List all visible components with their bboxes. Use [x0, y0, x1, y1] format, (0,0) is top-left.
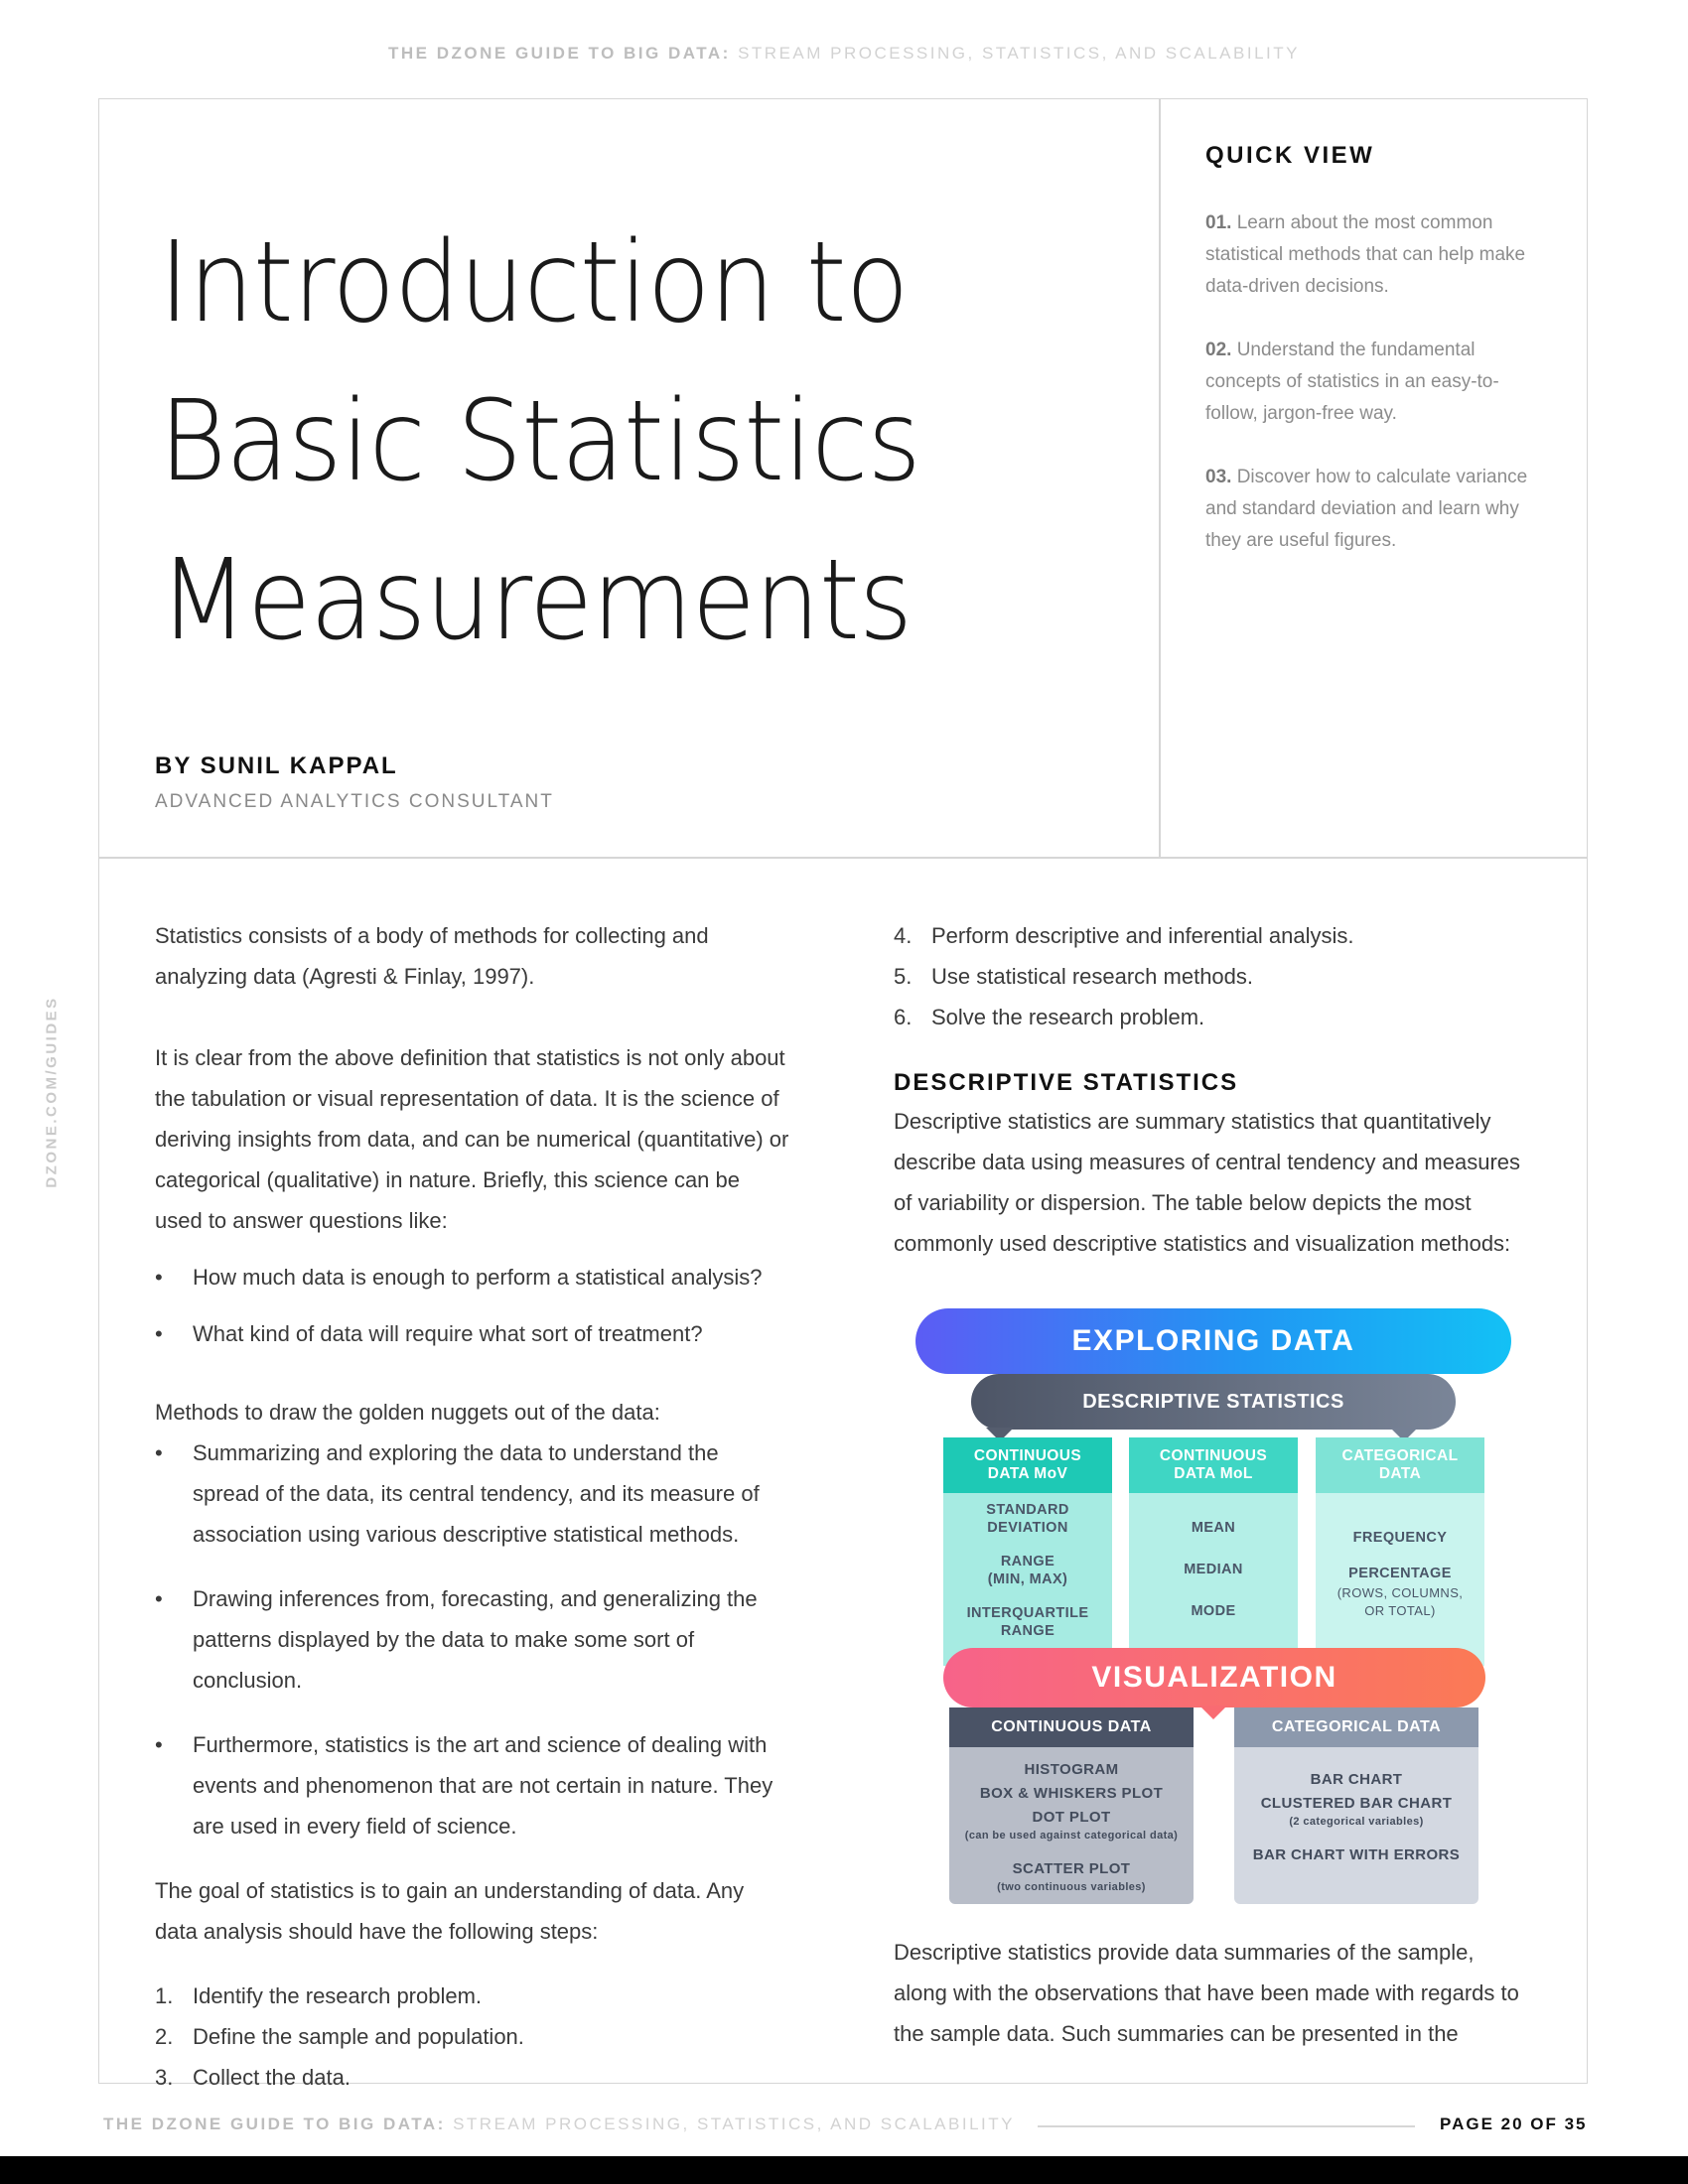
- viz-item: BAR CHART: [1310, 1771, 1403, 1788]
- title-line-1: Introduction to: [159, 218, 909, 347]
- list-item: [894, 997, 1529, 1037]
- quick-view-text: Learn about the most common statistical methods that can help make data-driven decisions.: [1205, 212, 1526, 297]
- step-number: 1.: [155, 1983, 174, 2008]
- methods-intro: Methods to draw the golden nuggets out of the data:: [155, 1400, 660, 1425]
- stat-item: OR TOTAL): [1364, 1603, 1436, 1618]
- step-text: Define the sample and population.: [193, 2024, 524, 2049]
- stat-item: (ROWS, COLUMNS,: [1336, 1585, 1464, 1600]
- column-header: CATEGORICAL DATA: [1234, 1707, 1478, 1747]
- quick-view-text: Understand the fundamental concepts of statistics in an easy-to-follow, jargon-free way.: [1205, 340, 1499, 424]
- stat-item: RANGE: [1000, 1554, 1055, 1570]
- horizontal-divider: [98, 857, 1588, 859]
- title-line-2: Basic Statistics: [159, 377, 920, 506]
- banner-pointer: [1199, 1706, 1227, 1719]
- quick-view-number: 02.: [1205, 340, 1232, 360]
- header-guide-title: THE DZONE GUIDE TO BIG DATA:: [388, 44, 731, 63]
- viz-item: HISTOGRAM: [1024, 1761, 1119, 1778]
- column-header-line: CONTINUOUS: [1159, 1447, 1268, 1464]
- continuous-mol-column: [1129, 1437, 1298, 1666]
- article-title: [159, 204, 1053, 680]
- side-url: DZONE.COM/GUIDES: [43, 996, 61, 1188]
- continuous-viz-column: [949, 1707, 1194, 1904]
- list-item: • Summarizing and exploring the data to understand the spread of the data, its central tendency, and its measure of association using various descriptive statistical methods.: [155, 1433, 790, 1555]
- list-item: [894, 956, 1529, 997]
- quick-view-item: [1205, 462, 1548, 557]
- list-item: • Drawing inferences from, forecasting, and generalizing the patterns displayed by the data to make some sort of conclusion.: [155, 1578, 790, 1701]
- page-number: PAGE 20 OF 35: [1440, 2115, 1588, 2133]
- vertical-divider: [1159, 98, 1161, 858]
- column-header-line: CATEGORICAL: [1341, 1447, 1459, 1464]
- column-header-line: DATA: [1378, 1465, 1422, 1482]
- footer-rule: [1038, 2125, 1415, 2127]
- stat-item: STANDARD: [986, 1502, 1069, 1518]
- list-item: [155, 1976, 790, 2016]
- author-role: ADVANCED ANALYTICS CONSULTANT: [155, 791, 554, 812]
- running-header: [0, 44, 1688, 64]
- quick-view-item: [1205, 207, 1548, 303]
- column-header: [1129, 1437, 1298, 1493]
- list-item: [155, 2057, 790, 2098]
- exploring-data-banner: EXPLORING DATA: [915, 1308, 1511, 1374]
- step-text: Perform descriptive and inferential analysis.: [931, 923, 1354, 948]
- quick-view-number: 01.: [1205, 212, 1232, 233]
- bottom-band: [0, 2156, 1688, 2184]
- column-header: [943, 1437, 1112, 1493]
- step-number: 4.: [894, 923, 913, 948]
- step-number: 2.: [155, 2024, 174, 2049]
- stat-item: MEDIAN: [1184, 1562, 1243, 1577]
- column-body: [1234, 1747, 1478, 1904]
- running-footer: [103, 2115, 1015, 2134]
- intro-paragraph: Statistics consists of a body of methods for collecting and analyzing data (Agresti & Finlay, 1997).: [155, 923, 709, 989]
- categorical-viz-column: [1234, 1707, 1478, 1904]
- descriptive-paragraph: Descriptive statistics are summary statistics that quantitatively describe data using measures of central tendency and measures of variability or dispersion. The table below depicts the most commonly used descriptive statistics and visualization methods:: [894, 1109, 1521, 1256]
- list-item: • What kind of data will require what sort of treatment?: [155, 1313, 790, 1354]
- descriptive-statistics-banner: DESCRIPTIVE STATISTICS: [971, 1374, 1456, 1430]
- viz-item-note: (two continuous variables): [997, 1881, 1146, 1893]
- step-text: Solve the research problem.: [931, 1005, 1205, 1029]
- goal-paragraph: The goal of statistics is to gain an understanding of data. Any data analysis should have the following steps:: [155, 1878, 745, 1944]
- list-item: [894, 915, 1529, 956]
- quick-view-number: 03.: [1205, 467, 1232, 487]
- list-item: • Furthermore, statistics is the art and science of dealing with events and phenomenon that are not certain in nature. They are used in every field of science.: [155, 1724, 790, 1846]
- list-item: • How much data is enough to perform a statistical analysis?: [155, 1257, 790, 1297]
- author-byline: BY SUNIL KAPPAL: [155, 752, 398, 779]
- column-body: [943, 1493, 1112, 1666]
- footer-guide-title: THE DZONE GUIDE TO BIG DATA:: [103, 2115, 446, 2133]
- viz-item: CLUSTERED BAR CHART: [1260, 1795, 1453, 1812]
- quick-view-item: [1205, 335, 1548, 430]
- step-text: Identify the research problem.: [193, 1983, 483, 2008]
- viz-item: DOT PLOT: [1032, 1809, 1111, 1826]
- stat-item: DEVIATION: [987, 1520, 1068, 1536]
- viz-item: BOX & WHISKERS PLOT: [979, 1785, 1164, 1802]
- exploring-data-infographic: [915, 1308, 1511, 1906]
- viz-item-note: (2 categorical variables): [1289, 1816, 1424, 1828]
- right-column: [894, 915, 1529, 1264]
- column-header-line: DATA MoV: [987, 1465, 1068, 1482]
- step-text: Collect the data.: [193, 2065, 351, 2090]
- viz-item-note: (can be used against categorical data): [964, 1830, 1179, 1842]
- stat-item: RANGE: [1000, 1623, 1055, 1639]
- stat-item: MODE: [1191, 1603, 1236, 1619]
- stat-item: INTERQUARTILE: [966, 1605, 1089, 1621]
- column-header: CONTINUOUS DATA: [949, 1707, 1194, 1747]
- categorical-column: [1316, 1437, 1484, 1666]
- quick-view-text: Discover how to calculate variance and standard deviation and learn why they are useful figures.: [1205, 467, 1528, 551]
- closing-paragraph: Descriptive statistics provide data summaries of the sample, along with the observations that have been made with regards to the sample data. Such summaries can be presented in the: [894, 1940, 1519, 2046]
- left-column: [155, 915, 790, 2098]
- column-header: [1316, 1437, 1484, 1493]
- header-guide-subtitle: STREAM PROCESSING, STATISTICS, AND SCALABILITY: [738, 44, 1300, 63]
- list-item: [155, 2016, 790, 2057]
- quick-view-title: QUICK VIEW: [1205, 142, 1375, 169]
- stat-item: (MIN, MAX): [987, 1571, 1068, 1587]
- step-text: Use statistical research methods.: [931, 964, 1254, 989]
- viz-item: SCATTER PLOT: [1012, 1860, 1131, 1877]
- step-number: 6.: [894, 1005, 913, 1029]
- stat-item: FREQUENCY: [1352, 1530, 1448, 1546]
- continuous-mov-column: [943, 1437, 1112, 1666]
- definition-paragraph: It is clear from the above definition that statistics is not only about the tabulation or visual representation of data. It is the science of deriving insights from data, and can be numerical (quantitative) or categorical (qualitative) in nature. Briefly, this science can be used to answer questions like:: [155, 1045, 789, 1233]
- stat-item: PERCENTAGE: [1348, 1566, 1452, 1581]
- viz-item: BAR CHART WITH ERRORS: [1252, 1846, 1461, 1863]
- stat-item: MEAN: [1191, 1520, 1236, 1536]
- column-body: [949, 1747, 1194, 1904]
- step-number: 3.: [155, 2065, 174, 2090]
- step-number: 5.: [894, 964, 913, 989]
- section-heading: DESCRIPTIVE STATISTICS: [894, 1069, 1239, 1096]
- column-body: [1316, 1493, 1484, 1666]
- title-line-3: Measurements: [159, 536, 913, 665]
- visualization-banner: VISUALIZATION: [943, 1648, 1485, 1707]
- column-header-line: CONTINUOUS: [973, 1447, 1082, 1464]
- column-header-line: DATA MoL: [1174, 1465, 1253, 1482]
- column-body: [1129, 1493, 1298, 1666]
- footer-guide-subtitle: STREAM PROCESSING, STATISTICS, AND SCALABILITY: [453, 2115, 1015, 2133]
